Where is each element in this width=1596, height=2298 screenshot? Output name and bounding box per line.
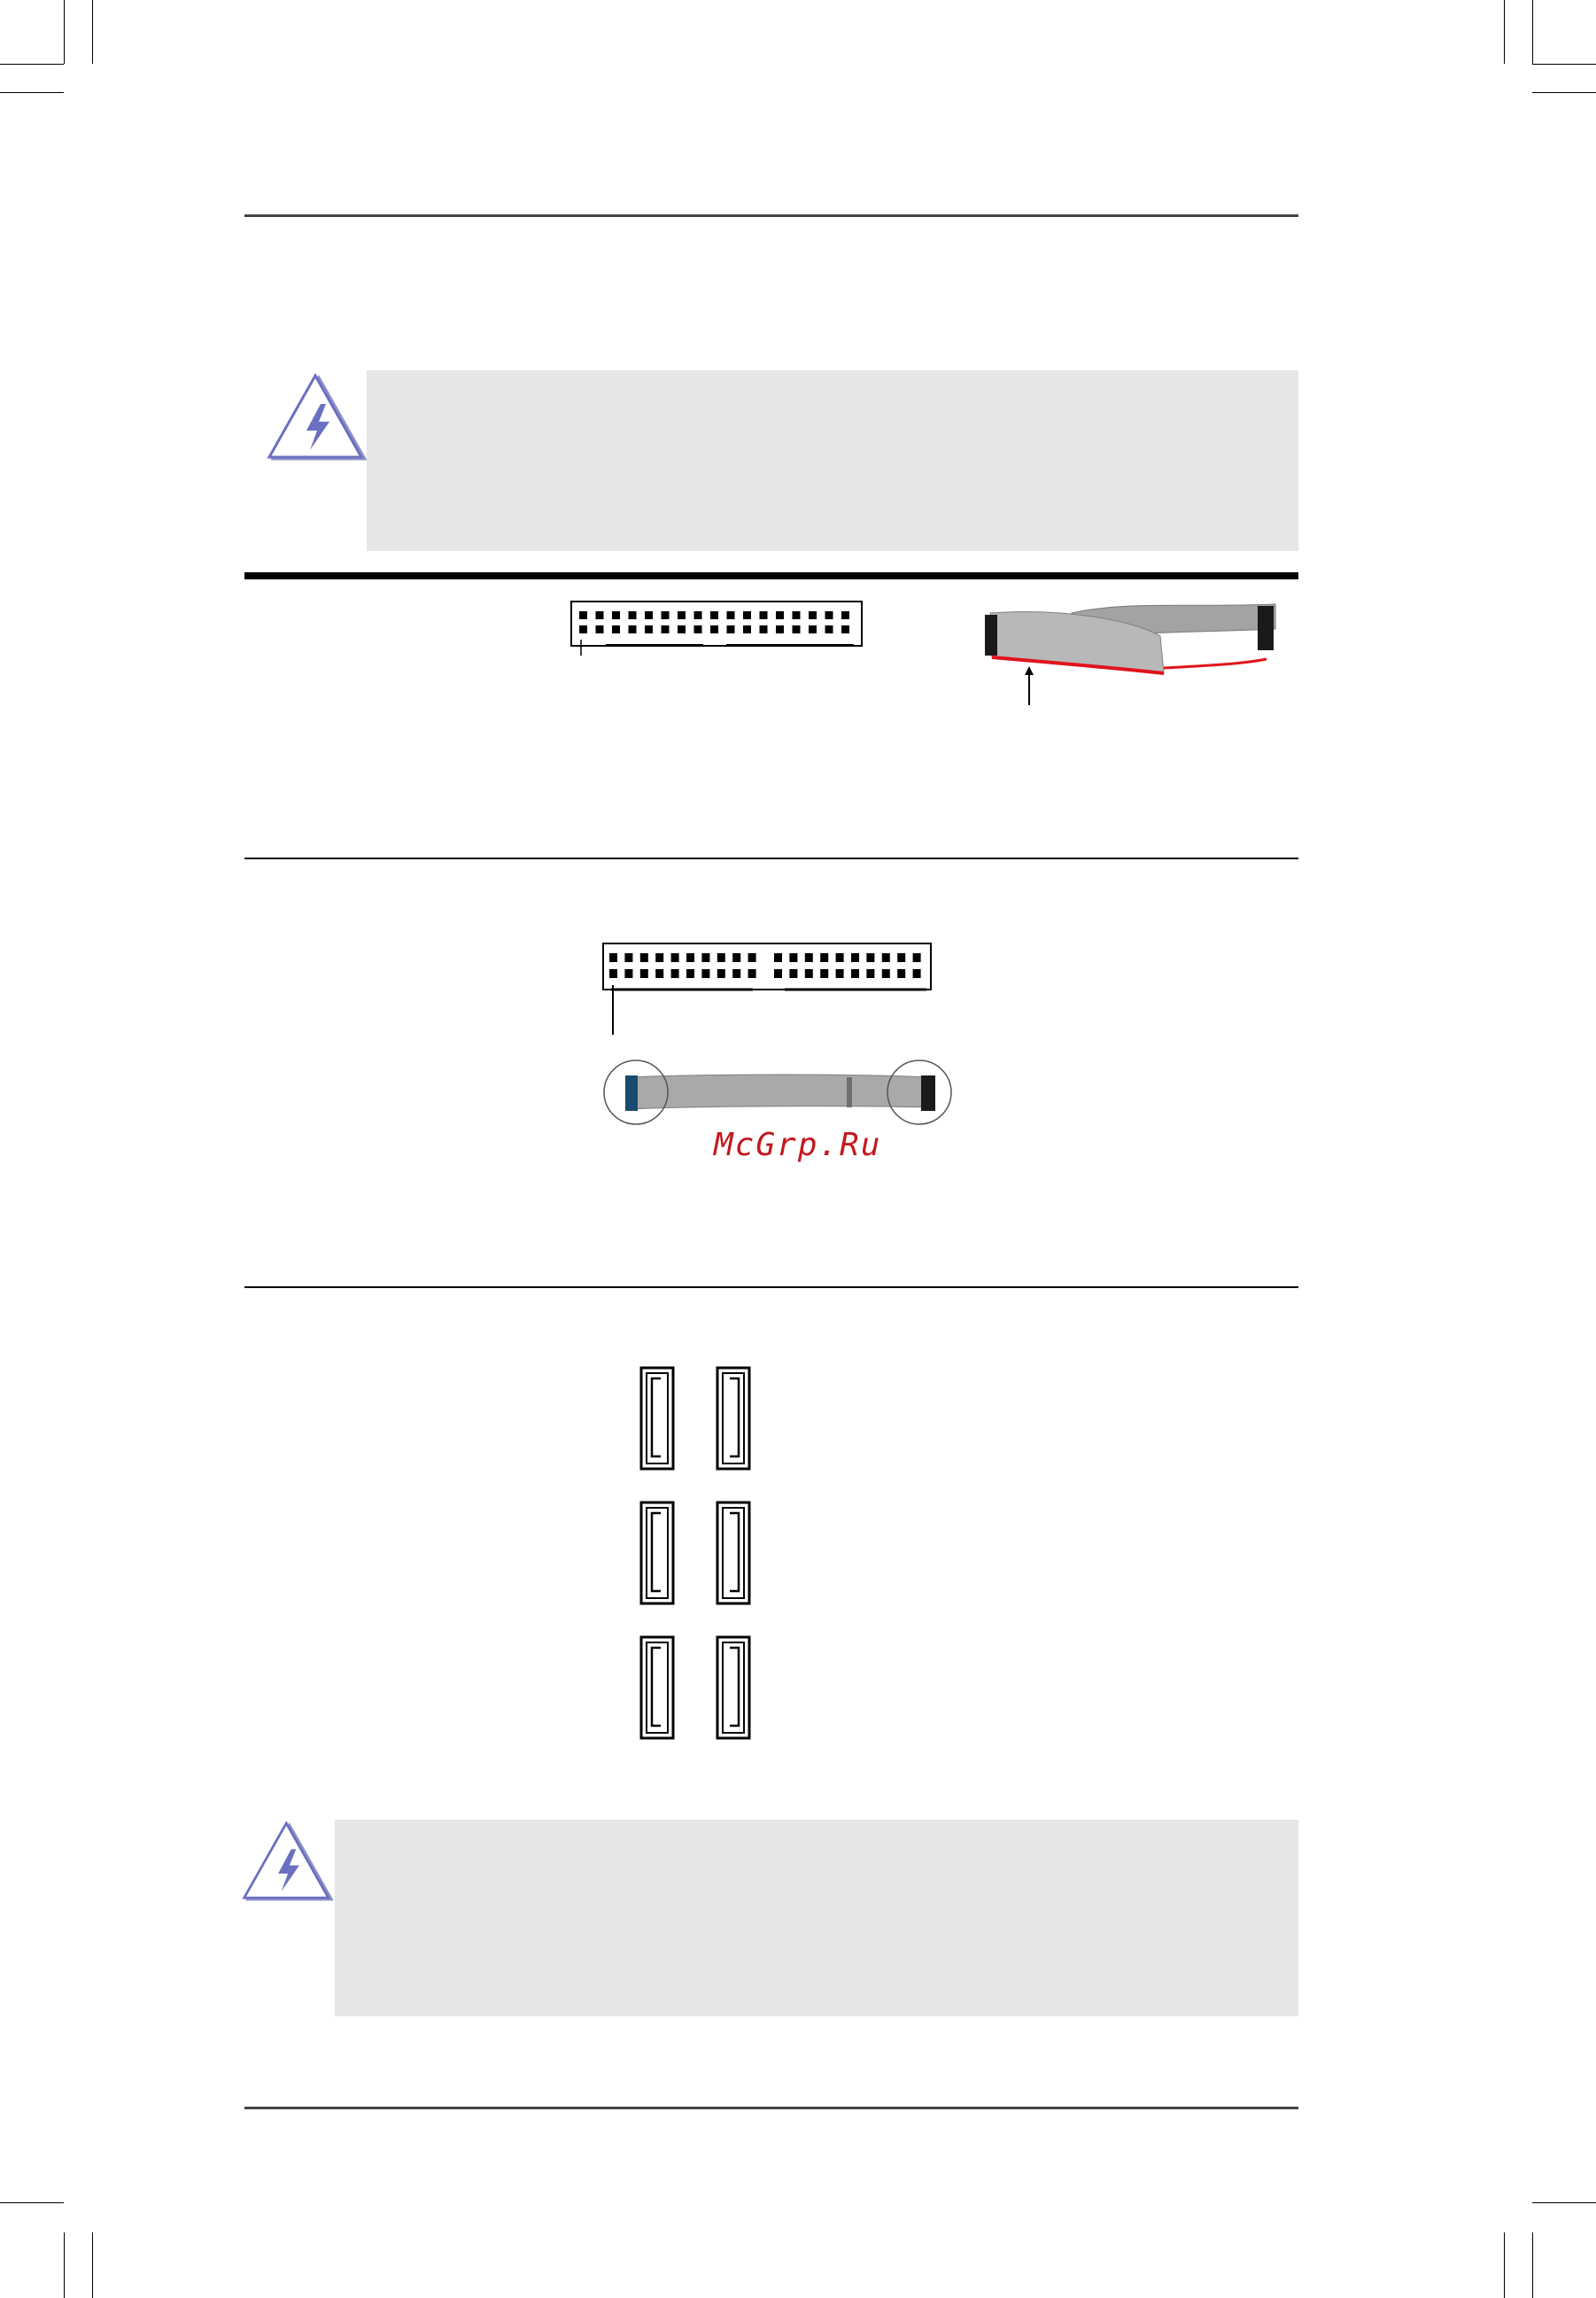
header-pin	[805, 953, 813, 962]
header-pin	[841, 611, 849, 619]
section-rule	[244, 858, 1298, 859]
header-pin	[727, 625, 735, 633]
header-pin	[694, 611, 702, 619]
header-pin	[825, 625, 833, 633]
header-pin	[748, 969, 756, 978]
sata-key	[730, 1513, 739, 1591]
crop-mark	[0, 2202, 64, 2203]
header-pin	[662, 611, 670, 619]
header-pin	[882, 969, 890, 978]
sata-connectors-diagram	[638, 1364, 762, 1742]
header-pin	[671, 953, 679, 962]
header-pin	[789, 953, 797, 962]
header-pin	[694, 625, 702, 633]
sata-connector-inner	[723, 1373, 744, 1463]
header-pin	[851, 969, 859, 978]
footer-rule	[244, 2107, 1298, 2109]
header-pin	[645, 625, 653, 633]
crop-mark	[1504, 2232, 1505, 2298]
sata-connector	[717, 1637, 749, 1738]
header-pin	[655, 953, 663, 962]
header-pin	[760, 611, 768, 619]
sata-connector	[717, 1368, 749, 1469]
header-pin	[774, 953, 782, 962]
ide-header-diagram	[602, 943, 934, 1038]
header-pin	[609, 969, 617, 978]
header-pin	[662, 625, 670, 633]
sata-connector	[641, 1502, 673, 1603]
header-pin	[809, 625, 817, 633]
header-outline	[603, 943, 931, 990]
header-pin	[789, 969, 797, 978]
sata-key	[652, 1513, 661, 1591]
header-pin	[596, 625, 604, 633]
header-pin	[629, 625, 637, 633]
crop-mark	[64, 2232, 65, 2298]
header-pin	[609, 953, 617, 962]
header-pin	[701, 953, 709, 962]
warning-icon	[266, 370, 370, 466]
crop-mark	[1532, 64, 1596, 65]
header-pin	[774, 969, 782, 978]
header-pin	[913, 969, 921, 978]
sata-connector	[641, 1368, 673, 1469]
header-pin	[717, 953, 725, 962]
crop-mark	[92, 2232, 93, 2298]
sata-connector-inner	[723, 1508, 744, 1598]
header-pin	[851, 953, 859, 962]
header-pin	[732, 953, 740, 962]
header-pin	[645, 611, 653, 619]
header-pin	[882, 953, 890, 962]
header-pin	[793, 611, 801, 619]
sata-key	[652, 1648, 661, 1726]
note-box-1	[367, 370, 1298, 551]
crop-mark	[1532, 92, 1596, 93]
header-pin	[612, 611, 620, 619]
sata-connector-inner	[647, 1373, 668, 1463]
header-pin	[629, 611, 637, 619]
header-pin	[836, 969, 844, 978]
header-pin	[820, 953, 828, 962]
header-pin	[624, 953, 632, 962]
note-box-2	[335, 1820, 1298, 2016]
stripe-pointer-arrow	[1024, 666, 1034, 705]
header-pin	[701, 969, 709, 978]
header-pin	[913, 953, 921, 962]
crop-mark	[1532, 0, 1533, 64]
header-pin	[612, 625, 620, 633]
header-pin	[836, 953, 844, 962]
crop-mark	[64, 0, 65, 64]
header-pin	[579, 611, 587, 619]
header-pin	[760, 625, 768, 633]
section-rule-thick	[244, 572, 1298, 579]
header-pin	[717, 969, 725, 978]
section-rule	[244, 1286, 1298, 1288]
crop-mark	[1504, 0, 1505, 64]
warning-icon	[241, 1818, 337, 1906]
header-pin	[640, 969, 648, 978]
watermark: McGrp.Ru	[714, 1127, 882, 1163]
header-pin	[686, 953, 694, 962]
header-pin	[678, 625, 686, 633]
header-pin	[579, 625, 587, 633]
header-pin	[805, 969, 813, 978]
header-pin	[671, 969, 679, 978]
header-pin	[866, 969, 874, 978]
sata-connector	[641, 1637, 673, 1738]
header-pin	[897, 953, 905, 962]
header-pin	[866, 953, 874, 962]
header-rule	[244, 214, 1298, 217]
sata-connector-inner	[647, 1508, 668, 1598]
header-pin	[897, 969, 905, 978]
header-pin	[710, 611, 718, 619]
header-outline	[571, 602, 862, 646]
header-pin	[743, 611, 751, 619]
header-pin	[793, 625, 801, 633]
floppy-header-diagram	[570, 601, 864, 656]
header-pin	[640, 953, 648, 962]
crop-mark	[1532, 2232, 1533, 2298]
header-pin	[686, 969, 694, 978]
sata-connector-inner	[723, 1642, 744, 1733]
header-pin	[776, 611, 784, 619]
header-pin	[596, 611, 604, 619]
header-pin	[624, 969, 632, 978]
header-pin	[655, 969, 663, 978]
crop-mark	[0, 64, 64, 65]
crop-mark	[0, 92, 64, 93]
ide-cable-image	[602, 1060, 957, 1125]
header-pin	[809, 611, 817, 619]
header-pin	[727, 611, 735, 619]
header-pin	[820, 969, 828, 978]
header-pin	[710, 625, 718, 633]
crop-mark	[1532, 2202, 1596, 2203]
sata-connector-inner	[647, 1642, 668, 1733]
header-pin	[825, 611, 833, 619]
sata-key	[730, 1648, 739, 1726]
header-pin	[732, 969, 740, 978]
sata-key	[652, 1378, 661, 1456]
sata-key	[730, 1378, 739, 1456]
header-pin	[678, 611, 686, 619]
sata-connector	[717, 1502, 749, 1603]
crop-mark	[92, 0, 93, 64]
header-pin	[748, 953, 756, 962]
header-pin	[776, 625, 784, 633]
header-pin	[743, 625, 751, 633]
header-pin	[841, 625, 849, 633]
